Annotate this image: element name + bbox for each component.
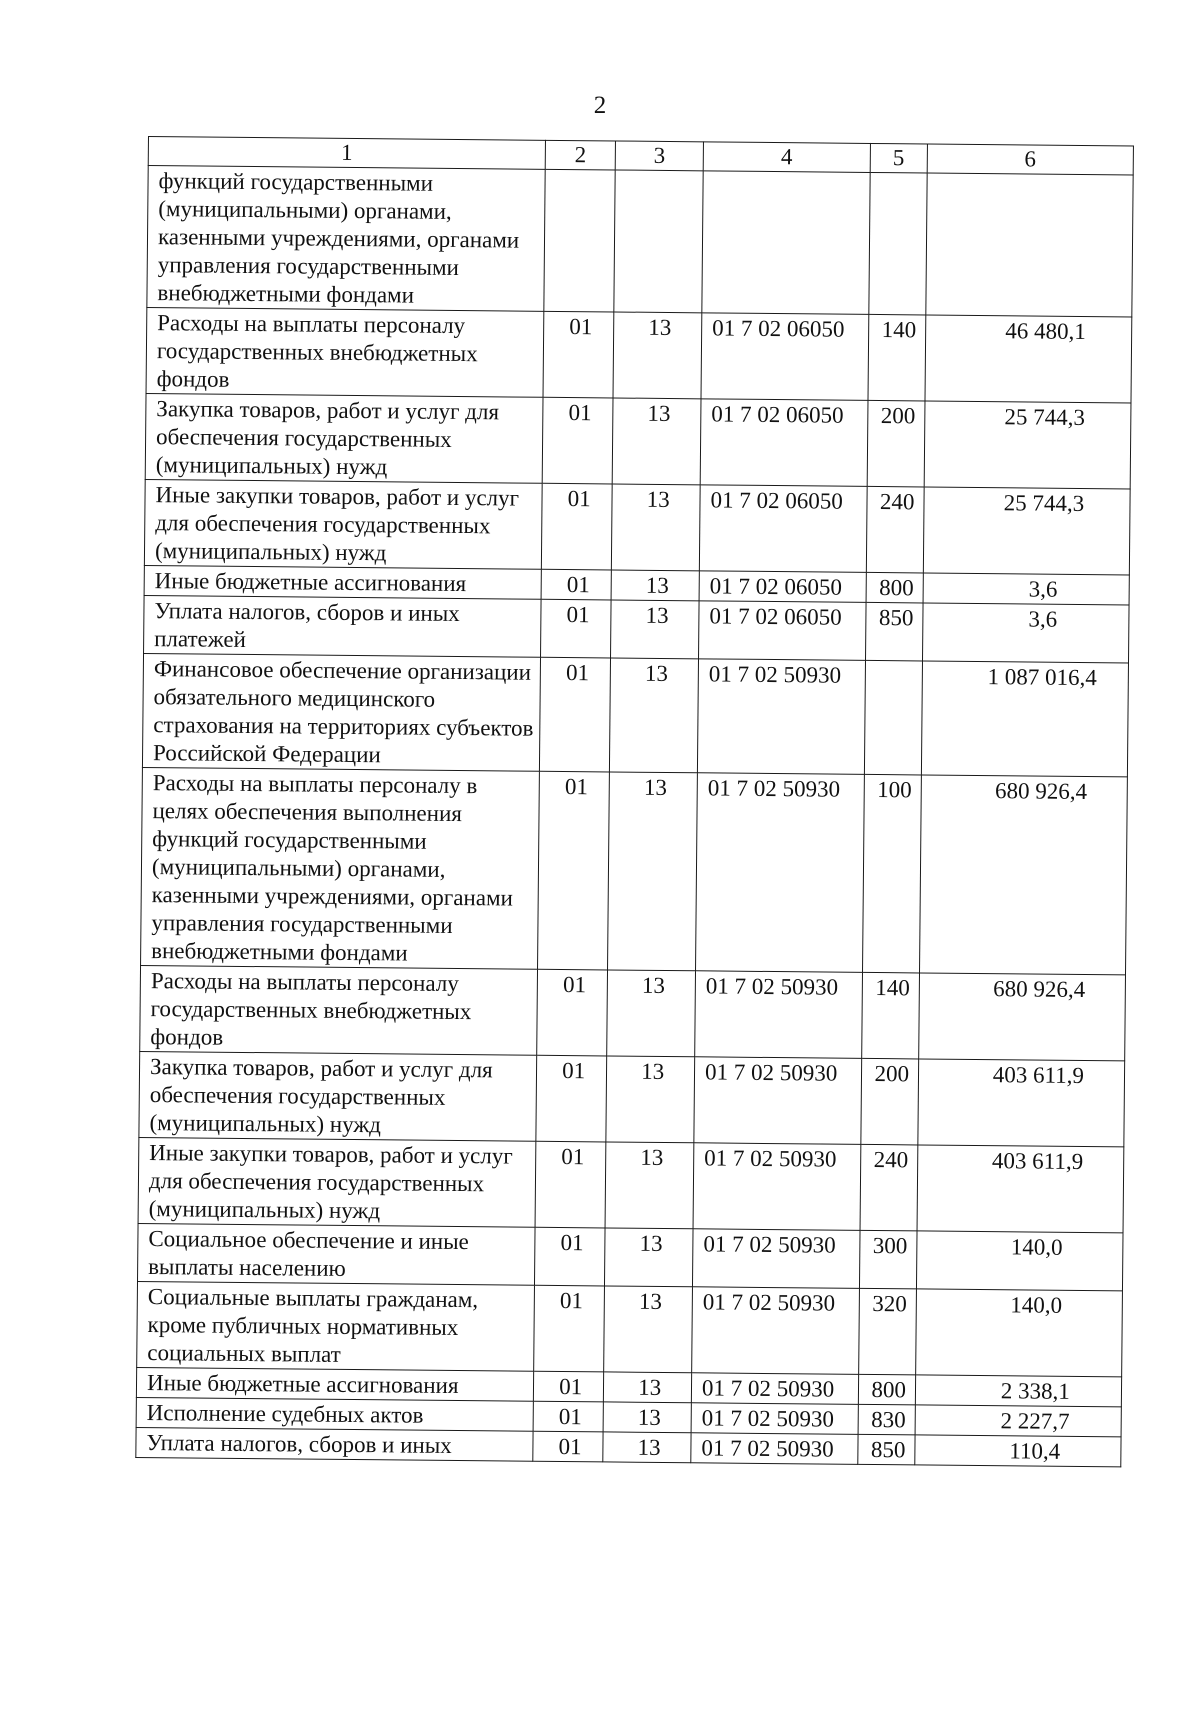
- column-header-6: 6: [927, 144, 1134, 175]
- target-article-code: 01 7 02 06050: [699, 485, 867, 573]
- section-code: 01: [543, 311, 614, 398]
- expense-type-code: 300: [859, 1230, 917, 1289]
- expense-type-code: 140: [868, 314, 926, 401]
- subsection-code: 13: [603, 1402, 691, 1433]
- section-code: 01: [535, 1227, 606, 1286]
- table-row: [138, 1223, 1124, 1290]
- amount: [915, 1289, 1122, 1377]
- column-header-1: 1: [148, 137, 545, 170]
- row-name: Социальные выплаты гражданам, кроме публичных нормативных социальных выплат: [137, 1281, 535, 1371]
- expense-type-code: 200: [867, 400, 925, 487]
- subsection-code: 13: [604, 1372, 692, 1403]
- amount-value: 25 744,3: [1004, 404, 1086, 431]
- expense-type-code: 850: [865, 602, 923, 661]
- section-code: 01: [541, 569, 611, 600]
- expense-type-code: 800: [858, 1374, 915, 1405]
- amount: [918, 1059, 1125, 1147]
- target-article-code: 01 7 02 50930: [693, 1143, 861, 1231]
- section-code: 01: [535, 1141, 606, 1228]
- table-row: [140, 965, 1126, 1060]
- amount-value: 2 227,7: [1000, 1408, 1070, 1434]
- row-name: Закупка товаров, работ и услуг для обеспечения государственных (муниципальных) нужд: [139, 1051, 537, 1141]
- amount: [915, 1375, 1122, 1407]
- target-article-code: 01 7 02 06050: [699, 601, 866, 661]
- amount-value: 3,6: [1028, 606, 1058, 632]
- amount: [926, 173, 1134, 317]
- row-name: Уплата налогов, сборов и иных: [136, 1427, 533, 1461]
- expense-type-code: 830: [858, 1404, 915, 1435]
- table-row: [142, 653, 1128, 776]
- table-row: [138, 1137, 1124, 1232]
- row-name: Уплата налогов, сборов и иных платежей: [144, 595, 542, 657]
- amount-value: 140,0: [1010, 1292, 1063, 1318]
- row-name: Социальное обеспечение и иные выплаты населению: [138, 1223, 536, 1285]
- subsection-code: 13: [613, 312, 702, 399]
- row-name: Финансовое обеспечение организации обязательного медицинского страхования на территориях субъектов Российской Федерации: [142, 653, 540, 771]
- amount-value: 1 087 016,4: [987, 664, 1097, 691]
- table-body: [136, 166, 1133, 1467]
- table-row: [147, 166, 1133, 317]
- expense-type-code: 240: [866, 486, 924, 573]
- budget-table: [135, 136, 1134, 1467]
- target-article-code: 01 7 02 06050: [699, 571, 866, 603]
- amount-value: 403 611,9: [991, 1148, 1084, 1175]
- amount-value: 110,4: [1009, 1438, 1061, 1464]
- amount: [918, 973, 1125, 1061]
- subsection-code: 13: [606, 1056, 695, 1143]
- amount: [922, 603, 1129, 663]
- expense-type-code: [869, 172, 927, 315]
- amount: [921, 661, 1128, 777]
- amount-value: 3,6: [1028, 576, 1058, 602]
- subsection-code: 13: [610, 658, 699, 773]
- row-name: Иные бюджетные ассигнования: [136, 1367, 533, 1401]
- subsection-code: 13: [612, 484, 701, 571]
- expense-type-code: 800: [866, 572, 923, 603]
- subsection-code: 13: [603, 1432, 691, 1463]
- section-code: 01: [542, 397, 613, 484]
- page-number: 2: [593, 92, 607, 119]
- column-header-4: 4: [703, 142, 870, 173]
- section-code: 01: [539, 657, 610, 772]
- subsection-code: 13: [612, 398, 701, 485]
- subsection-code: 13: [605, 1228, 693, 1287]
- column-header-5: 5: [870, 143, 927, 173]
- table-row: [139, 1051, 1125, 1146]
- amount: [917, 1145, 1124, 1233]
- column-header-2: 2: [545, 140, 615, 170]
- section-code: 01: [533, 1371, 603, 1402]
- target-article-code: 01 7 02 50930: [691, 1373, 858, 1405]
- row-name: Расходы на выплаты персоналу в целях обеспечения выполнения функций государственными (муниципальными) органами, казенными учреждениями, органами управления государственными внебюджетными фондами: [141, 767, 540, 969]
- amount: [916, 1231, 1123, 1291]
- table-row: [141, 767, 1128, 974]
- amount: [915, 1405, 1122, 1437]
- target-article-code: 01 7 02 50930: [691, 1433, 858, 1465]
- expense-type-code: 240: [860, 1144, 918, 1231]
- column-header-3: 3: [615, 141, 703, 171]
- amount: [923, 573, 1130, 605]
- row-name: Иные закупки товаров, работ и услуг для обеспечения государственных (муниципальных) нужд: [138, 1137, 536, 1227]
- amount-value: 2 338,1: [1000, 1378, 1070, 1404]
- amount-value: 403 611,9: [992, 1062, 1085, 1089]
- row-name: Иные закупки товаров, работ и услуг для обеспечения государственных (муниципальных) нужд: [144, 479, 542, 569]
- section-code: 01: [541, 483, 612, 570]
- amount: [924, 401, 1131, 489]
- expense-type-code: 320: [858, 1288, 916, 1375]
- subsection-code: [614, 170, 703, 313]
- subsection-code: 13: [607, 970, 696, 1057]
- section-code: 01: [541, 599, 612, 658]
- target-article-code: [702, 171, 870, 315]
- subsection-code: 13: [604, 1286, 693, 1373]
- amount-value: 680 926,4: [995, 778, 1088, 805]
- amount: [925, 315, 1132, 403]
- table-row: [146, 307, 1132, 402]
- subsection-code: 13: [611, 600, 699, 659]
- target-article-code: 01 7 02 50930: [695, 971, 863, 1059]
- amount: [923, 487, 1130, 575]
- expense-type-code: 100: [862, 774, 921, 973]
- section-code: 01: [538, 771, 610, 970]
- target-article-code: 01 7 02 06050: [700, 399, 868, 487]
- target-article-code: 01 7 02 50930: [694, 1057, 862, 1145]
- section-code: 01: [534, 1285, 605, 1372]
- section-code: [544, 169, 616, 312]
- subsection-code: 13: [611, 570, 699, 601]
- table-row: [144, 595, 1130, 662]
- row-name: Исполнение судебных актов: [136, 1397, 533, 1431]
- target-article-code: 01 7 02 06050: [701, 313, 869, 401]
- table-row: [137, 1281, 1123, 1376]
- target-article-code: 01 7 02 50930: [692, 1229, 859, 1289]
- amount-value: 46 480,1: [1005, 318, 1086, 345]
- target-article-code: 01 7 02 50930: [691, 1403, 858, 1435]
- expense-type-code: [864, 660, 922, 775]
- row-name: функций государственными (муниципальными) органами, казенными учреждениями, органами управления государственными внебюджетными фондами: [147, 166, 545, 312]
- expense-type-code: 850: [858, 1434, 915, 1465]
- table-row: [145, 393, 1131, 488]
- section-code: 01: [533, 1431, 603, 1462]
- target-article-code: 01 7 02 50930: [696, 773, 865, 973]
- amount: [919, 775, 1127, 975]
- row-name: Расходы на выплаты персоналу государственных внебюджетных фондов: [146, 307, 544, 397]
- section-code: 01: [536, 1055, 607, 1142]
- row-name: Расходы на выплаты персоналу государственных внебюджетных фондов: [140, 965, 538, 1055]
- amount: [915, 1435, 1122, 1467]
- row-name: Иные бюджетные ассигнования: [144, 565, 541, 599]
- amount-value: 680 926,4: [993, 976, 1086, 1003]
- target-article-code: 01 7 02 50930: [692, 1287, 860, 1375]
- expense-type-code: 140: [861, 972, 919, 1059]
- target-article-code: 01 7 02 50930: [697, 659, 865, 775]
- subsection-code: 13: [608, 772, 698, 971]
- section-code: 01: [537, 969, 608, 1056]
- expense-type-code: 200: [861, 1058, 919, 1145]
- table-row: [144, 479, 1130, 574]
- section-code: 01: [533, 1401, 603, 1432]
- amount-value: 140,0: [1010, 1234, 1063, 1260]
- amount-value: 25 744,3: [1003, 490, 1085, 517]
- row-name: Закупка товаров, работ и услуг для обеспечения государственных (муниципальных) нужд: [145, 393, 543, 483]
- subsection-code: 13: [605, 1142, 694, 1229]
